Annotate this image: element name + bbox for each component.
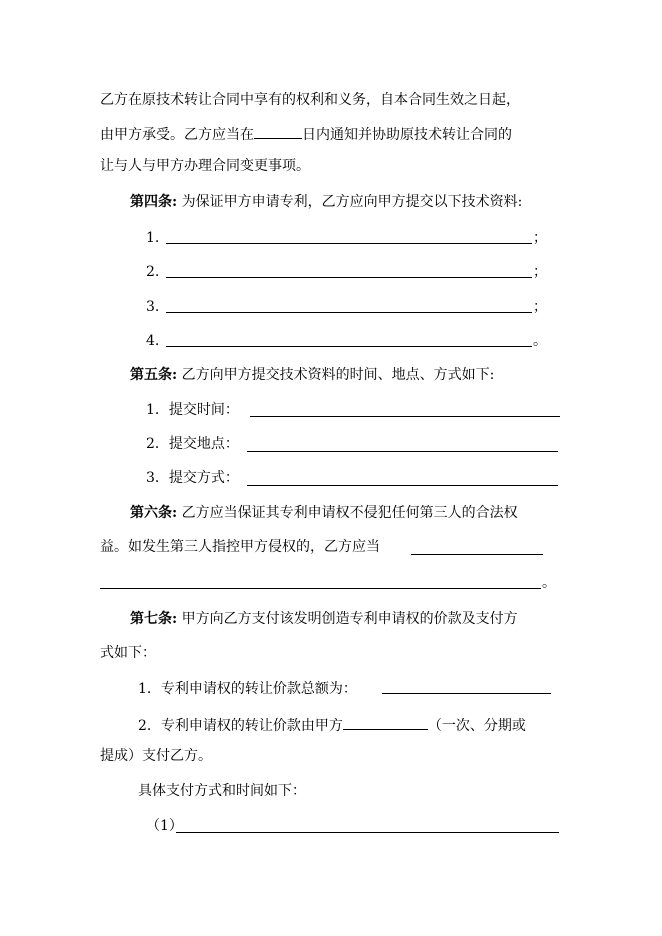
text-segment: （一次、分期或 (427, 718, 526, 734)
list-item-number: 4. (146, 333, 160, 349)
blank-line-field[interactable] (247, 485, 558, 486)
blank-line-field[interactable] (250, 416, 560, 417)
list-item-end: ； (533, 264, 547, 280)
blank-line-field[interactable] (411, 554, 543, 555)
list-item-number: 2. (146, 264, 160, 280)
article-label: 第四条: (130, 194, 178, 210)
blank-line-field[interactable] (247, 451, 558, 452)
article-text: 乙方应当保证其专利申请权不侵犯任何第三人的合法权 (177, 505, 518, 521)
list-item-label: 1．提交时间： (146, 402, 239, 418)
article-4-heading (130, 192, 522, 212)
blank-line-field[interactable] (166, 243, 532, 244)
list-item-label: 1．专利申请权的转让价款总额为： (138, 681, 357, 697)
list-item-number: 3. (146, 299, 160, 315)
blank-line-field[interactable] (166, 346, 532, 347)
list-item-end: ； (533, 230, 547, 246)
list-item-label: 3．提交方式： (146, 470, 239, 486)
sentence-end: 。 (542, 575, 556, 591)
paragraph-line: 式如下： (100, 645, 156, 661)
text-segment: 由甲方承受。乙方应当在 (100, 127, 254, 143)
paragraph-line: 让与人与甲方办理合同变更事项。 (100, 158, 310, 174)
article-text: 甲方向乙方支付该发明创造专利申请权的价款及支付方 (177, 611, 518, 627)
article-5-heading (130, 365, 494, 385)
article-label: 第七条: (130, 611, 178, 627)
paragraph-line (100, 122, 512, 142)
list-item-label: 2．提交地点： (146, 436, 239, 452)
blank-line-field[interactable] (166, 312, 532, 313)
article-text: 为保证甲方申请专利，乙方应向甲方提交以下技术资料: (177, 194, 523, 210)
article-6-heading (130, 503, 518, 523)
article-7-heading (130, 609, 518, 629)
blank-line-field[interactable] (382, 693, 551, 694)
article-label: 第六条: (130, 505, 178, 521)
paragraph-line (138, 713, 526, 733)
blank-line-field[interactable] (100, 588, 541, 589)
blank-line-field[interactable] (166, 277, 532, 278)
paragraph-line: 益。如发生第三人指控甲方侵权的，乙方应当 (100, 539, 380, 555)
text-segment: 日内通知并协助原技术转让合同的 (302, 127, 512, 143)
blank-days-field[interactable] (254, 122, 302, 139)
article-text: 乙方向甲方提交技术资料的时间、地点、方式如下: (177, 367, 495, 383)
list-item-end: 。 (533, 333, 547, 349)
blank-payment-method-field[interactable] (343, 713, 428, 730)
list-item-number: 1. (146, 230, 160, 246)
paragraph-line: 乙方在原技术转让合同中享有的权利和义务，自本合同生效之日起， (100, 92, 520, 108)
paragraph-line: 提成）支付乙方。 (100, 748, 212, 764)
text-segment: 2．专利申请权的转让价款由甲方 (138, 718, 343, 734)
list-item-number: （1） (146, 818, 183, 834)
list-item-end: ； (533, 299, 547, 315)
blank-line-field[interactable] (176, 832, 559, 833)
paragraph-line: 具体支付方式和时间如下： (138, 783, 306, 799)
article-label: 第五条: (130, 367, 178, 383)
